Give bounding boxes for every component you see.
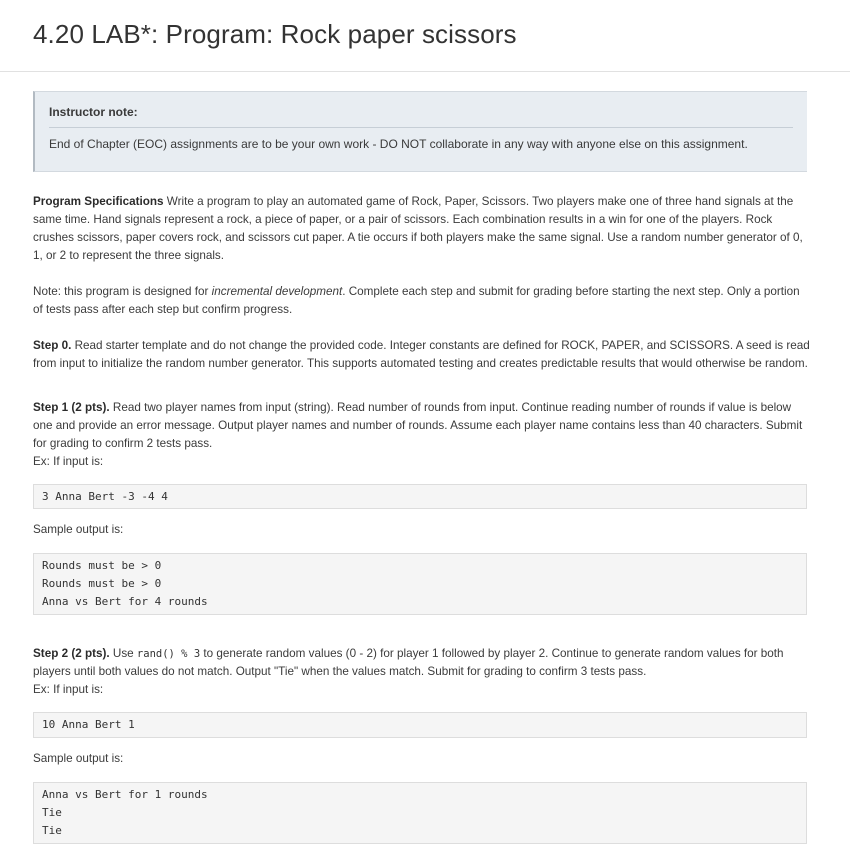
step-2-input-code	[33, 712, 807, 738]
step-2-inline-code: rand() % 3	[136, 648, 201, 660]
code-line: Anna vs Bert for 1 rounds	[42, 788, 208, 801]
step-2-example-label: Ex: If input is:	[33, 683, 104, 696]
incremental-note	[33, 283, 811, 319]
program-specifications	[33, 193, 811, 265]
program-specifications-heading: Program Specifications	[33, 195, 164, 208]
code-line: Anna vs Bert for 4 rounds	[42, 595, 208, 608]
step-1-text: Read two player names from input (string). Read number of rounds from input. Continue reading number of rounds if value is below one and provide an error message. Output player names and number of rounds. Assume each player name contains less than 40 characters. Submit for grading to confirm 2 tests pass.	[33, 401, 803, 450]
code-line: 3 Anna Bert -3 -4 4	[42, 490, 168, 503]
incremental-note-after: . Complete each step and submit for grading before starting the next step. Only a portion of tests pass after each step but confirm progress.	[33, 285, 800, 316]
title-divider	[0, 71, 850, 72]
code-line: 10 Anna Bert 1	[42, 718, 135, 731]
step-2-output-code	[33, 782, 807, 844]
code-line: Tie	[42, 806, 62, 819]
incremental-note-emphasis: incremental development	[211, 285, 343, 298]
instructor-note-divider	[49, 127, 793, 128]
instructor-note-title: Instructor note:	[49, 105, 138, 119]
page-title: 4.20 LAB*: Program: Rock paper scissors	[33, 19, 517, 49]
step-1-input-code	[33, 484, 807, 509]
step-1-sample-label: Sample output is:	[33, 523, 124, 536]
code-line: Tie	[42, 824, 62, 837]
step-2-text-before: Use	[109, 647, 137, 660]
step-0-text: Read starter template and do not change the provided code. Integer constants are defined for ROCK, PAPER, and SCISSORS. A seed is read from input to initialize the random number generator. This supports automated testing and creates predictable results that would otherwise be random.	[33, 339, 810, 370]
instructor-note	[33, 91, 807, 172]
program-specifications-text: Write a program to play an automated game of Rock, Paper, Scissors. Two players make one of three hand signals at the same time. Hand signals represent a rock, a piece of paper, or a pair of scissors. Each combination results in a win for one of the players. Rock crushes scissors, paper covers rock, and scissors cut paper. A tie occurs if both players make the same signal. Use a random number generator of 0, 1, or 2 to represent the three signals.	[33, 195, 803, 262]
step-1	[33, 399, 811, 471]
instructor-note-text: End of Chapter (EOC) assignments are to be your own work - DO NOT collaborate in any way with anyone else on this assignment.	[49, 137, 748, 151]
step-1-output-code	[33, 553, 807, 615]
code-line: Rounds must be > 0	[42, 559, 162, 572]
step-2-heading: Step 2 (2 pts).	[33, 647, 110, 660]
step-1-example-label: Ex: If input is:	[33, 455, 104, 468]
step-2-sample-label: Sample output is:	[33, 752, 124, 765]
step-2-text-after: to generate random values (0 - 2) for player 1 followed by player 2. Continue to generate random values for both players until both values do not match. Output "Tie" when the values match. Submit for grading to confirm 3 tests pass.	[33, 647, 784, 678]
step-1-heading: Step 1 (2 pts).	[33, 401, 110, 414]
incremental-note-before: Note: this program is designed for	[33, 285, 212, 298]
step-0-heading: Step 0.	[33, 339, 72, 352]
step-2	[33, 645, 811, 699]
code-line: Rounds must be > 0	[42, 577, 162, 590]
step-0	[33, 337, 811, 373]
